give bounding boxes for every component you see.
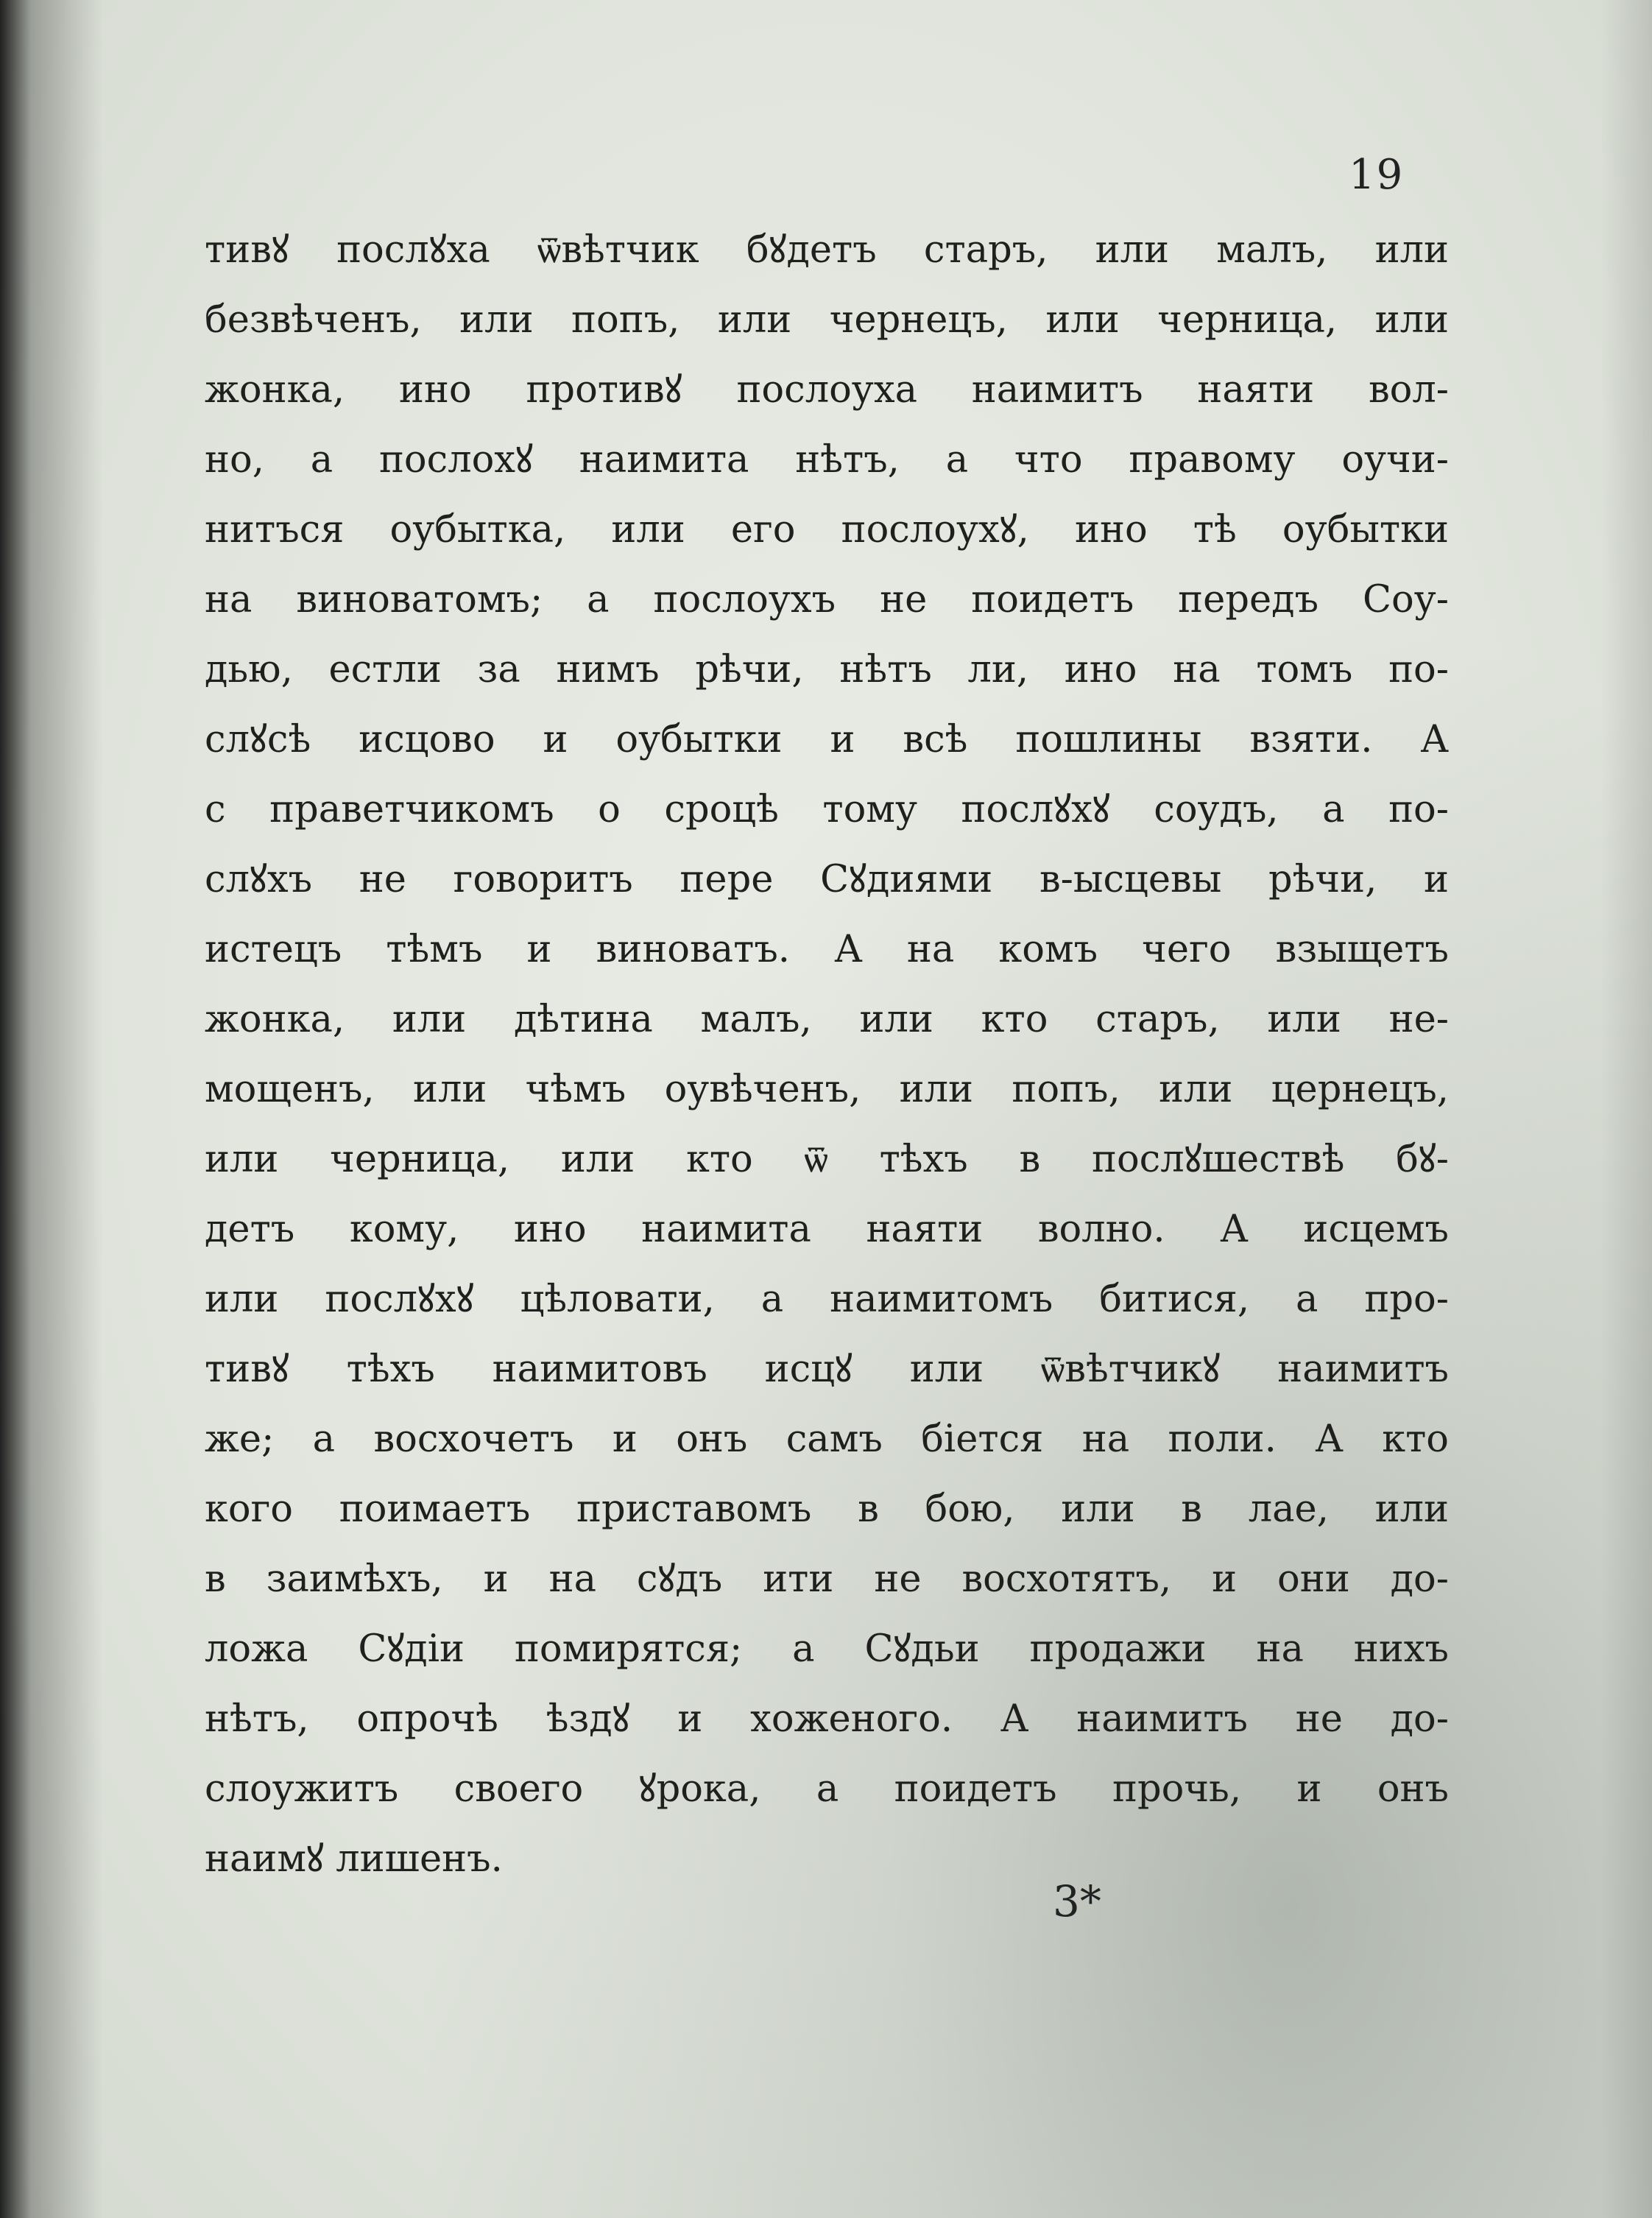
- text-line: жонка, ино противꙋ послоуха наимитъ наяти вол-: [205, 368, 1449, 412]
- text-line: безвѣченъ, или попъ, или чернецъ, или черница, или: [205, 298, 1449, 342]
- page-edge-shadow: [1600, 0, 1652, 2218]
- text-line: детъ кому, ино наимита наяти волно. А исцемъ: [205, 1208, 1449, 1251]
- text-line: на виноватомъ; а послоухъ не поидетъ передъ Соу-: [205, 578, 1449, 622]
- text-line: дью, естли за нимъ рѣчи, нѣтъ ли, ино на томъ по-: [205, 648, 1449, 691]
- body-text: [205, 215, 1449, 1894]
- text-line: нитъся оубытка, или его послоухꙋ, ино тѣ оубытки: [205, 508, 1449, 552]
- page-number: 19: [1349, 151, 1405, 199]
- printer-signature-mark: 3*: [1053, 1876, 1101, 1926]
- text-line: слоужитъ своего ꙋрока, а поидетъ прочь, и онъ: [205, 1767, 1449, 1811]
- spine-shadow: [0, 0, 103, 2218]
- text-line: наимꙋ лишенъ.: [205, 1837, 503, 1881]
- text-line: истецъ тѣмъ и виноватъ. А на комъ чего взыщетъ: [205, 928, 1449, 971]
- text-line: нѣтъ, опрочѣ ѣздꙋ и хоженого. А наимитъ не до-: [205, 1697, 1449, 1741]
- text-line: тивꙋ послꙋха ѿвѣтчик бꙋдетъ старъ, или малъ, или: [205, 228, 1449, 272]
- text-line: слꙋхъ не говоритъ пере Сꙋдиями в-ысцевы рѣчи, и: [205, 858, 1449, 901]
- text-line: слꙋсѣ исцово и оубытки и всѣ пошлины взяти. А: [205, 718, 1449, 761]
- text-line: но, а послохꙋ наимита нѣтъ, а что правому оучи-: [205, 438, 1449, 482]
- text-line: в заимѣхъ, и на сꙋдъ ити не восхотятъ, и они до-: [205, 1557, 1449, 1601]
- text-line: ложа Сꙋдіи помирятся; а Сꙋдьи продажи на нихъ: [205, 1627, 1449, 1671]
- text-line: мощенъ, или чѣмъ оувѣченъ, или попъ, или цернецъ,: [205, 1068, 1449, 1111]
- text-line: или послꙋхꙋ цѣловати, а наимитомъ битися, а про-: [205, 1278, 1449, 1321]
- text-line: с праветчикомъ о сроцѣ тому послꙋхꙋ соудъ, а по-: [205, 788, 1449, 831]
- text-line: жонка, или дѣтина малъ, или кто старъ, или не-: [205, 998, 1449, 1041]
- text-line: же; а восхочетъ и онъ самъ біется на поли. А кто: [205, 1418, 1449, 1461]
- text-line: кого поимаетъ приставомъ в бою, или в лае, или: [205, 1488, 1449, 1531]
- text-line: или черница, или кто ѿ тѣхъ в послꙋшествѣ бꙋ-: [205, 1138, 1449, 1181]
- text-line: тивꙋ тѣхъ наимитовъ исцꙋ или ѿвѣтчикꙋ наимитъ: [205, 1348, 1449, 1391]
